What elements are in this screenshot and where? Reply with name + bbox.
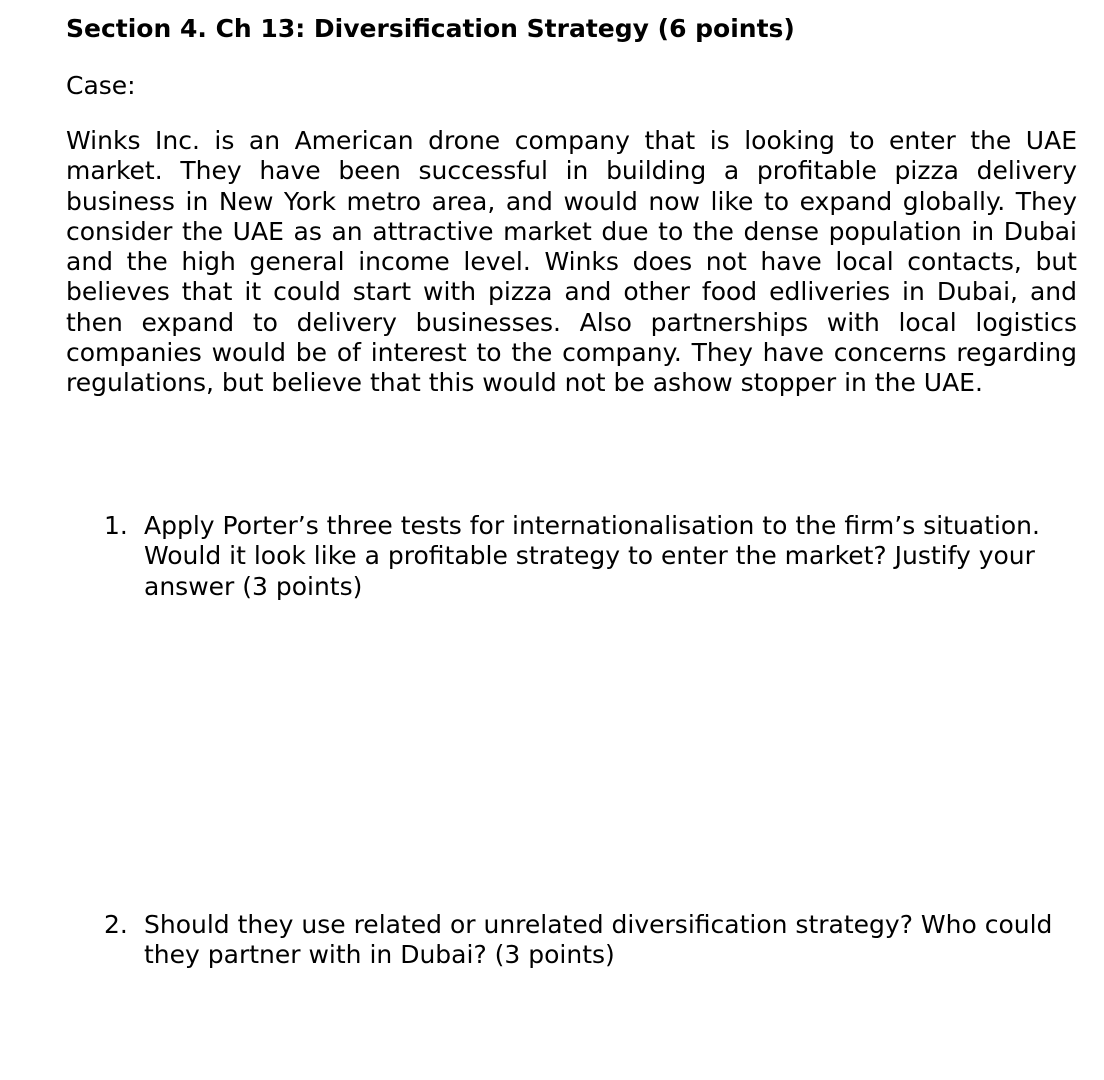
question-2-number: 2. (104, 910, 128, 939)
question-1 (104, 511, 1077, 602)
case-label: Case: (66, 71, 136, 100)
question-2-text: Should they use related or unrelated diversification strategy? Who could they partner with in Dubai? (3 points) (144, 910, 1053, 970)
question-1-number: 1. (104, 511, 128, 540)
section-title: Section 4. Ch 13: Diversification Strategy (6 points) (66, 14, 795, 43)
case-description: Winks Inc. is an American drone company that is looking to enter the UAE market. They have been successful in building a profitable pizza delivery business in New York metro area, and would now like to expand globally. They consider the UAE as an attractive market due to the dense population in Dubai and the high general income level. Winks does not have local contacts, but believes that it could start with pizza and other food edliveries in Dubai, and then expand to delivery businesses. Also partnerships with local logistics companies would be of interest to the company. They have concerns regarding regulations, but believe that this would not be ashow stopper in the UAE. (66, 126, 1077, 398)
question-2 (104, 910, 1077, 971)
question-1-text: Apply Porter’s three tests for internationalisation to the firm’s situation. Would it look like a profitable strategy to enter the market? Justify your answer (3 points) (144, 511, 1040, 601)
